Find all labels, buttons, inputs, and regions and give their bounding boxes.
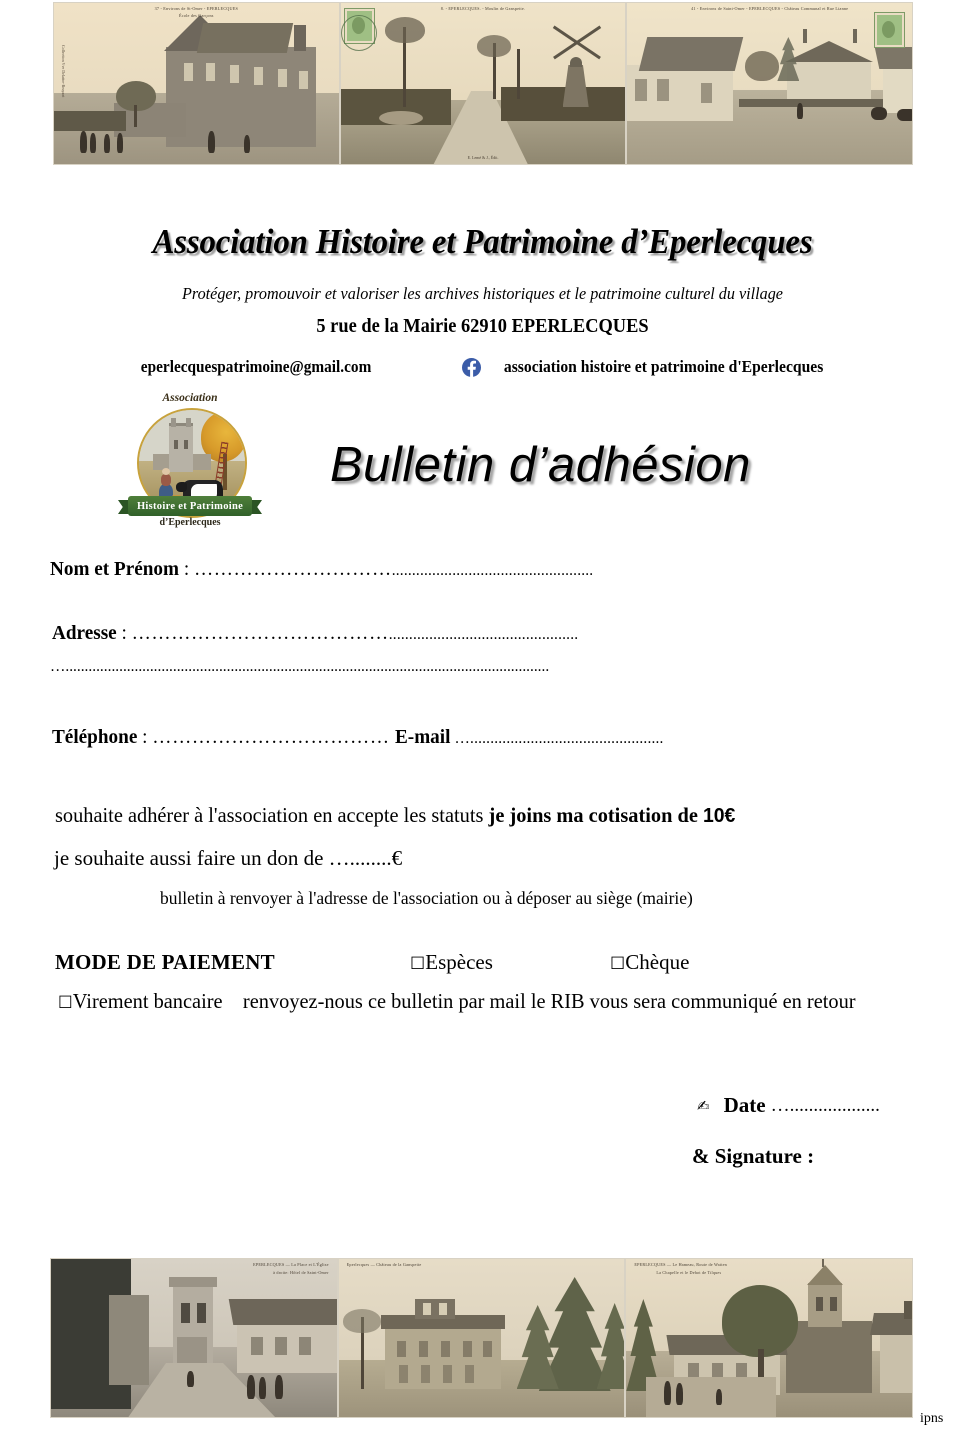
association-address: 5 rue de la Mairie 62910 EPERLECQUES [316,315,649,337]
postcard-tree [745,51,779,81]
payment-option-cheque[interactable] [610,950,689,975]
field-dots-nom-large: ………………………… [193,558,392,580]
date-dots: …................... [770,1094,880,1116]
contact-email[interactable]: eperlecquespatrimoine@gmail.com [140,357,372,376]
postcard-windmill-cap [570,57,582,67]
postcard-dormer [423,1303,431,1315]
field-dots-nom-small: .................................................. [391,562,594,579]
postcard-house-left [109,1295,149,1385]
postcard-chapel-body [786,1321,872,1393]
postcard-caption: EPERLECQUES — La Place et L'Église [253,1262,329,1267]
payment-option-virement-label: Virement bancaire [72,989,223,1013]
date-row[interactable] [697,1093,880,1118]
postcard-chateau-de-ganspette [338,1258,626,1418]
postcard-tree-canopy [477,35,511,57]
contact-facebook-page[interactable]: association histoire et patrimoine d'Eperlecques [503,357,824,376]
postcard-tower-window [197,1303,206,1323]
field-label-nom: Nom et Prénom [50,558,180,580]
adhesion-statement [55,803,735,828]
association-title: Association Histoire et Patrimoine d’Eperlecques [152,222,813,261]
postcard-caption: EPERLECQUES — Le Hameau, Route de Watten [634,1262,727,1267]
postcard-moulin-de-ganspette [340,2,627,165]
postcard-turret [853,29,857,43]
postcard-bare-tree [343,1309,381,1333]
postcard-window [278,69,287,87]
postcard-tower-window [181,1303,190,1323]
postcard-caption: 37 - Environs de St-Omer - EPERLECQUES [154,6,239,11]
adhesion-return-note: bulletin à renvoyer à l'adresse de l'association ou à déposer au siège (mairie) [160,888,693,908]
postcard-chateau-mansard [415,1299,455,1319]
postcard-person [90,133,96,153]
postcard-cart [871,107,887,120]
ipns-footer: ipns [920,1411,944,1426]
checkbox-especes-icon[interactable]: ☐ [410,954,426,974]
field-adresse[interactable] [52,622,578,645]
postcard-chateau-commune [626,2,913,165]
postcard-person [247,1375,255,1399]
field-label-telephone: Téléphone [52,726,138,748]
field-dots-adresse-small: ............................................... [388,626,579,643]
postcard-roof-right [229,1299,338,1325]
field-dots-email: …................................................ [450,730,664,747]
logo-tower-window [184,440,188,449]
postcard-dormer [439,1303,447,1315]
logo-woman-head [162,468,170,475]
postcard-caption: 41 - Environs de Saint-Omer - EPERLECQUES - Château Communal et Rue Lianne [691,6,849,11]
postcard-cart [897,109,913,121]
checkbox-cheque-icon[interactable]: ☐ [610,954,626,974]
postcard-tree-canopy [385,17,425,43]
postcard-window [230,65,239,83]
field-colon-adresse: : [116,622,132,644]
postcard-church-nave [177,1337,207,1363]
postcard-person [244,135,250,153]
postcard-caption: Eperlecques — Château de la Ganspette [346,1262,422,1267]
postcard-hedge [54,111,126,131]
postcard-window [254,67,263,85]
postcard-tree-basin [379,111,423,125]
postcard-window [397,1341,406,1357]
logo-church-tower [169,423,193,472]
postcard-tree-trunk [517,49,520,99]
postmark-ring [341,15,377,51]
field-colon-telephone: : [137,726,153,748]
postcard-vertical-caption: Collection Vve Delattre-Bruyant [61,45,66,98]
postcard-person [259,1377,266,1399]
field-nom-et-prenom[interactable] [50,558,593,581]
postcard-caption-second: à droite: Hôtel de Saint-Omer [273,1270,329,1275]
logo-banner-label: Histoire et Patrimoine [136,500,244,512]
postcard-person [664,1381,671,1405]
payment-option-cheque-label: Chèque [625,950,690,974]
postcard-window [421,1365,430,1383]
bottom-postcard-strip [50,1258,913,1418]
postcard-window [399,1365,408,1383]
adhesion-statement-bold: je joins ma cotisation de [488,803,703,827]
logo-banner [118,496,262,526]
postcard-window [299,1337,311,1355]
postcard-tree [722,1285,798,1357]
postcard-window [206,63,215,81]
top-postcard-strip [53,2,913,165]
postcard-roof-left [639,37,743,71]
payment-heading: MODE DE PAIEMENT [55,950,275,974]
postcard-window [441,1341,450,1357]
contact-row [0,357,965,377]
field-adresse-line2[interactable]: ….............................................................................................................................. [50,658,550,675]
postcard-building [166,47,316,147]
field-telephone-email[interactable] [52,726,664,749]
field-label-email: E-mail [394,726,451,748]
postcard-window [184,63,193,81]
postcard-la-place-et-leglise [50,1258,338,1418]
postcard-tower-window [830,1297,837,1311]
postcard-building-right [883,65,913,113]
adhesion-amount: 10€ [702,805,736,827]
payment-option-virement[interactable] [58,989,856,1014]
postcard-chimney [294,25,306,51]
postcard-window [701,83,712,103]
postcard-caption: 8. - EPERLECQUES. - Moulin de Ganspette. [440,6,526,11]
payment-virement-note: renvoyez-nous ce bulletin par mail le RIB vous sera communiqué en retour [242,989,856,1013]
postcard-window [463,1341,472,1357]
postcard-chateau [787,61,871,101]
field-colon-nom: : [179,558,194,580]
postcard-window [465,1365,474,1383]
postcard-window [251,1337,263,1355]
postcard-person [80,131,87,153]
logo-woman-torso [161,474,171,486]
association-tagline: Protéger, promouvoir et valoriser les archives historiques et le patrimoine culturel du village [182,284,783,303]
date-label: Date [723,1093,766,1117]
postcard-person [676,1383,683,1405]
postcard-ecole-des-garcons [53,2,340,165]
logo-subtitle: d’Eperlecques [159,517,221,528]
payment-option-especes[interactable] [410,950,493,975]
signature-row[interactable] [692,1144,814,1169]
postcard-chateau-roof [785,41,873,62]
field-dots-adresse-large: ………………………………… [131,622,389,644]
postcard-tower-top [169,1277,217,1287]
postcard-la-chapelle-et-le-dehot-de-tilques [625,1258,913,1418]
payment-option-especes-label: Espèces [425,950,493,974]
postcard-window [635,79,647,101]
checkbox-virement-icon[interactable]: ☐ [58,993,73,1013]
postcard-person [104,134,110,153]
page-title: Bulletin d’adhésion [330,438,751,492]
postcard-caption-second: La Chapelle et le Dehot de Tilques [656,1270,722,1275]
postcard-roof-slope [197,23,293,53]
postcard-turret [803,29,807,43]
facebook-icon[interactable] [462,358,481,377]
postcard-person [797,103,803,119]
postcard-tower-window [816,1297,823,1311]
postcard-chimney [904,1301,913,1319]
logo-banner-main [128,496,252,516]
postcard-person [716,1389,722,1405]
postcard-window [657,79,669,101]
postcard-person [275,1375,283,1399]
postcard-caption-second: École des Garçons [179,13,214,18]
postcard-window [299,71,308,89]
logo-arc-label: Association [162,392,218,404]
association-logo [120,388,260,538]
postcard-person [187,1371,194,1387]
signature-colon: : [801,1144,815,1168]
signature-label: & Signature [692,1144,802,1168]
postcard-person [117,133,123,153]
postcard-person [208,131,215,153]
adhesion-statement-plain: souhaite adhérer à l'association en accepte les statuts [55,803,489,827]
adhesion-donation-line[interactable]: je souhaite aussi faire un don de …........€ [54,846,403,870]
postcard-window [483,1341,492,1357]
field-label-adresse: Adresse [52,622,117,644]
postcard-house-right [880,1331,913,1393]
postcard-window [275,1337,287,1355]
pencil-writing-icon: ✍ [697,1096,710,1115]
postcard-window [419,1341,428,1357]
postcard-window [443,1365,452,1383]
postage-stamp [875,13,904,47]
postcard-roof-right [875,47,913,69]
field-dots-telephone: ……………………………… [152,726,395,748]
postcard-tree-trunk [134,105,137,127]
logo-tower-window [174,440,178,449]
postcard-footnote: E. Lemé & J., Édit. [467,155,499,160]
